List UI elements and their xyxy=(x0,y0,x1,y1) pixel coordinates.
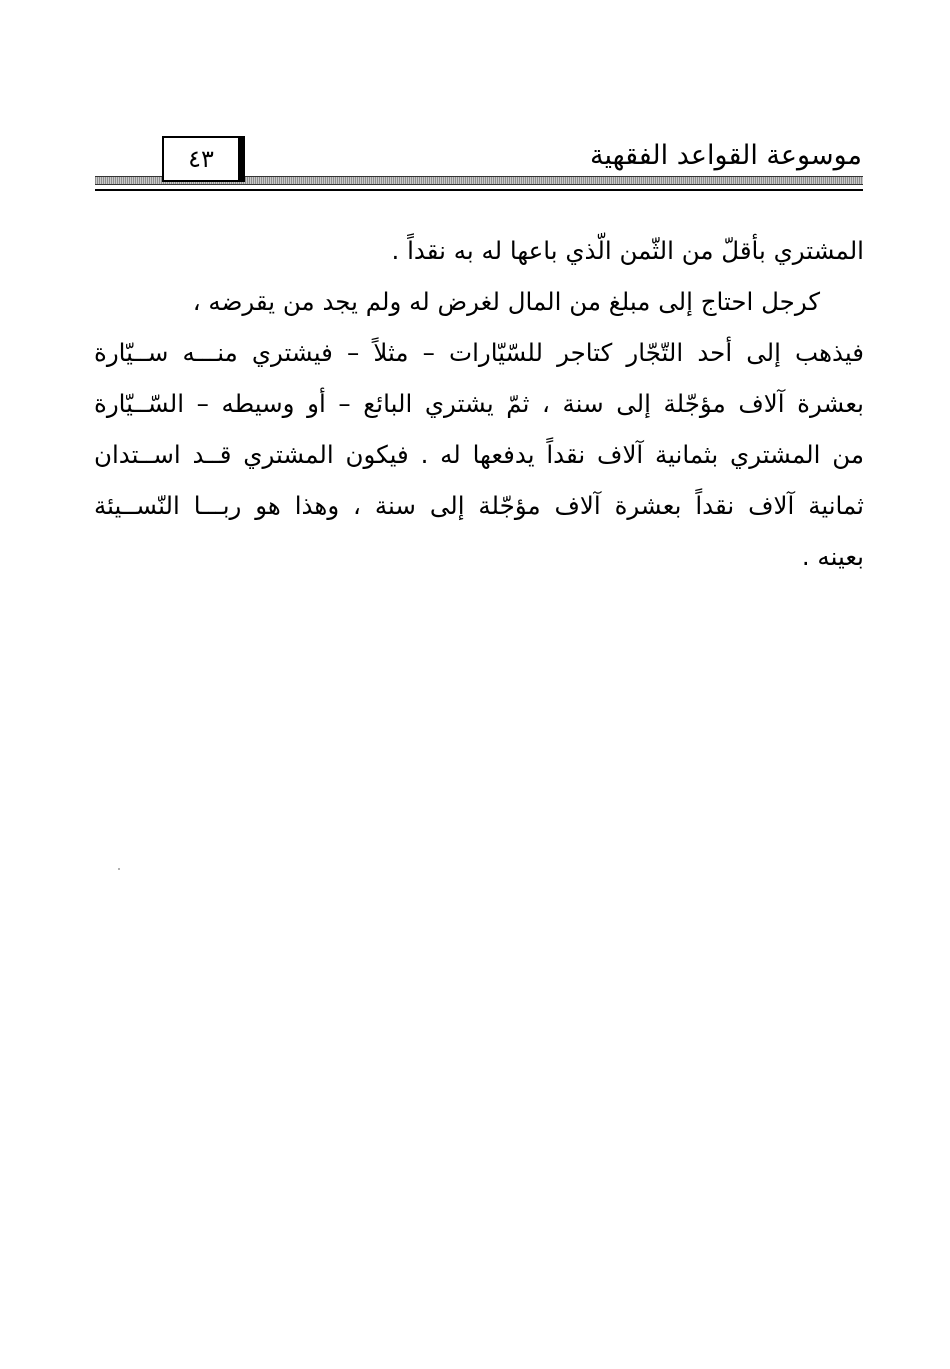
text-line-5: من المشتري بثمانية آلاف نقداً يدفعها له . فيكون المشتري قــد اســتدان xyxy=(94,440,864,469)
text-line-2: كرجل احتاج إلى مبلغ من المال لغرض له ولم يجد من يقرضه ، xyxy=(192,287,820,316)
scan-speck xyxy=(118,868,120,870)
page-number: ٤٣ xyxy=(188,145,214,173)
text-line-6: ثمانية آلاف نقداً بعشرة آلاف مؤجّلة إلى سنة ، وهذا هو ربـــا النّســيئة xyxy=(94,491,864,520)
text-line-4: بعشرة آلاف مؤجّلة إلى سنة ، ثمّ يشتري البائع – أو وسيطه – السّــيّارة xyxy=(94,389,864,418)
text-line-7: بعينه . xyxy=(801,542,864,571)
text-line-1: المشتري بأقلّ من الثّمن الّذي باعها له به نقداً . xyxy=(391,236,864,265)
header-rule-line xyxy=(95,189,863,191)
page-number-box xyxy=(162,136,240,182)
text-line-3: فيذهب إلى أحد التّجّار كتاجر للسّيّارات – مثلاً – فيشتري منـــه ســيّارة xyxy=(94,338,864,367)
running-header-title: موسوعة القواعد الفقهية xyxy=(590,140,862,171)
body-paragraph xyxy=(94,225,864,582)
